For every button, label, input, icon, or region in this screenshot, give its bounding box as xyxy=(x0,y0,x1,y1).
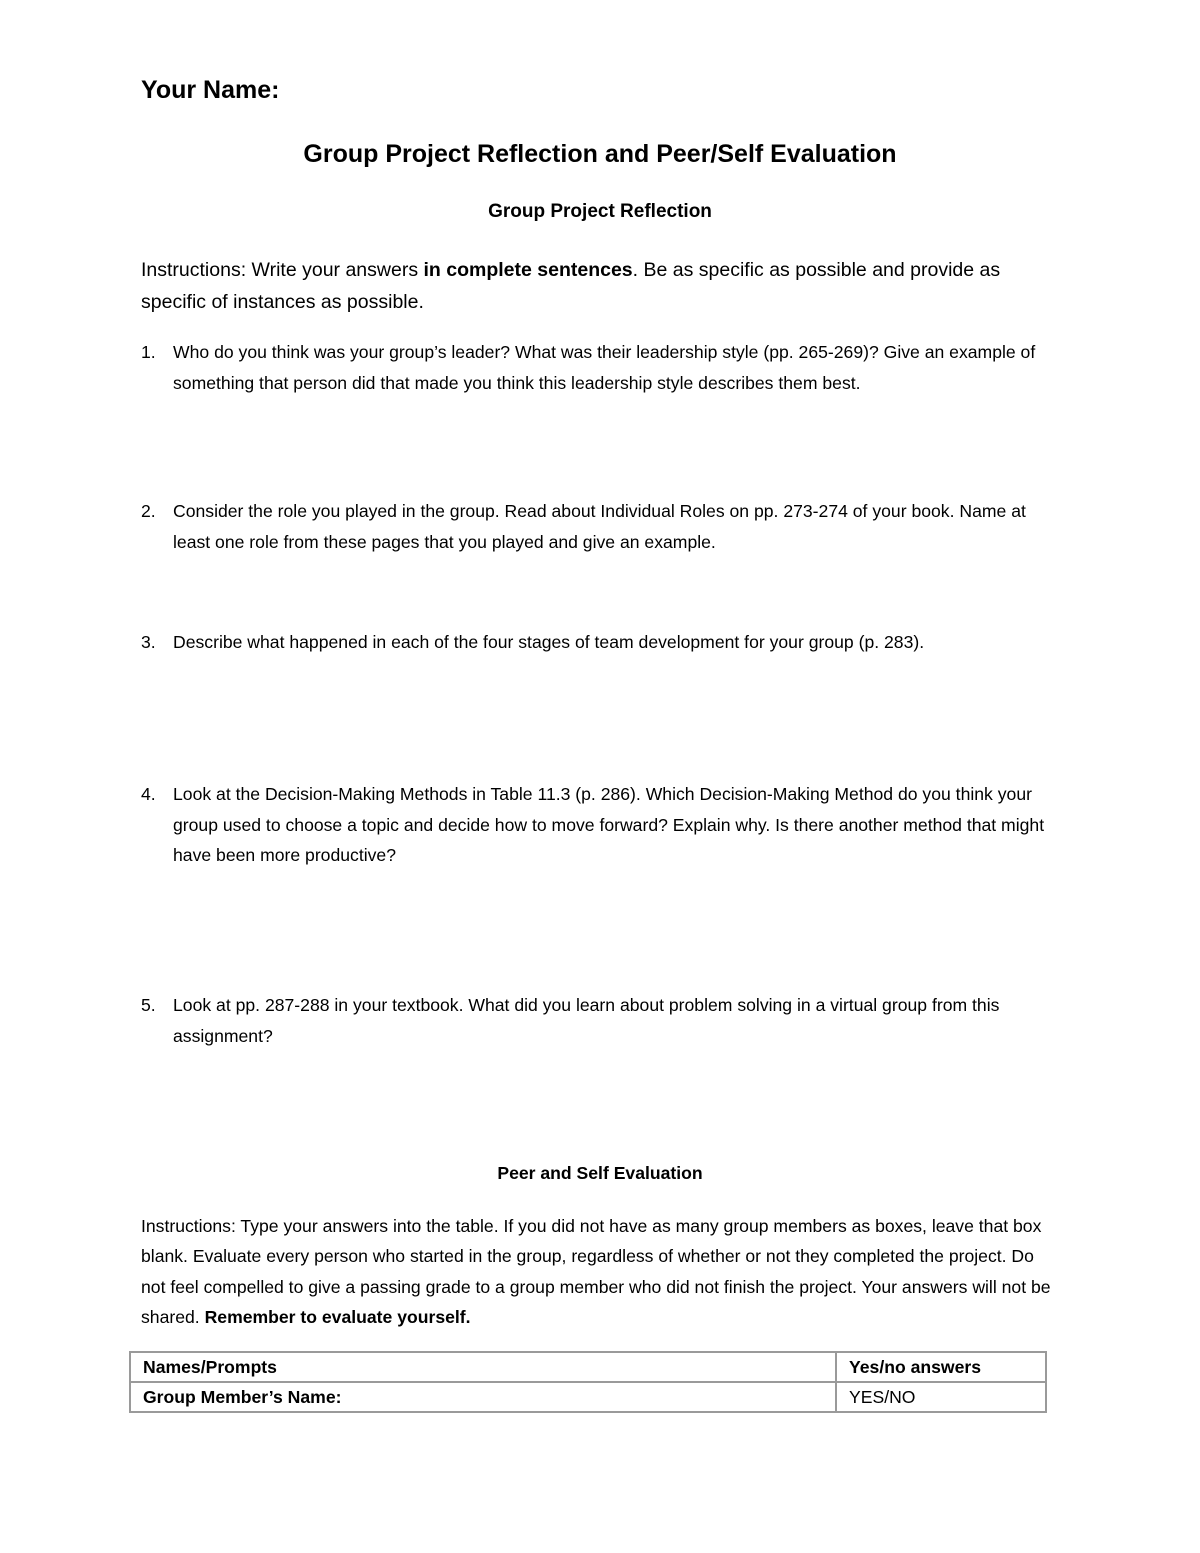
question-4 xyxy=(141,779,1053,871)
table-header-cell: Names/Prompts xyxy=(130,1352,836,1382)
question-3 xyxy=(141,627,1053,658)
question-text: Look at pp. 287-288 in your textbook. What did you learn about problem solving in a virtual group from this assignment? xyxy=(173,995,1000,1046)
question-number: 2. xyxy=(141,501,156,521)
question-2 xyxy=(141,496,1053,557)
question-text: Consider the role you played in the group. Read about Individual Roles on pp. 273-274 of your book. Name at least one role from these pages that you played and give an example. xyxy=(173,501,1026,552)
document-title: Group Project Reflection and Peer/Self Evaluation xyxy=(303,140,897,168)
question-number: 4. xyxy=(141,784,156,804)
question-text: Describe what happened in each of the four stages of team development for your group (p. 283). xyxy=(173,632,925,652)
question-number: 1. xyxy=(141,342,156,362)
question-5 xyxy=(141,990,1053,1051)
section-title-reflection: Group Project Reflection xyxy=(488,201,712,222)
peer-instructions-text: Instructions: Type your answers into the table. If you did not have as many group members as boxes, leave that box blank. Evaluate every person who started in the group, regardless of whether or not they completed the project. Do not feel compelled to give a passing grade to a group member who did not finish the project. Your answers will not be shared. xyxy=(141,1216,1051,1328)
question-text: Look at the Decision-Making Methods in Table 11.3 (p. 286). Which Decision-Making Method do you think your group used to choose a topic and decide how to move forward? Explain why. Is there another method that might have been more productive? xyxy=(173,784,1045,865)
reflection-instructions xyxy=(141,254,1061,318)
reflection-instructions-prefix: Instructions: Write your answers xyxy=(141,259,424,281)
question-number: 5. xyxy=(141,995,156,1015)
table-header-row xyxy=(130,1352,1046,1382)
your-name-label: Your Name: xyxy=(141,76,280,104)
peer-instructions xyxy=(141,1211,1051,1333)
answer-cell[interactable]: YES/NO xyxy=(836,1382,1046,1412)
member-name-cell[interactable]: Group Member’s Name: xyxy=(130,1382,836,1412)
table-header-cell: Yes/no answers xyxy=(836,1352,1046,1382)
section-title-peer-evaluation: Peer and Self Evaluation xyxy=(497,1163,703,1183)
question-text: Who do you think was your group’s leader? What was their leadership style (pp. 265-269)? Give an example of something that person did that made you think this leadership style describes them best. xyxy=(173,342,1036,393)
peer-instructions-emphasis: Remember to evaluate yourself. xyxy=(204,1307,471,1328)
evaluation-table xyxy=(129,1351,1047,1413)
question-number: 3. xyxy=(141,632,156,652)
table-row xyxy=(130,1382,1046,1412)
reflection-instructions-emphasis: in complete sentences xyxy=(423,259,633,281)
reflection-instructions-suffix: . Be as specific as possible and provide as specific of instances as possible. xyxy=(141,259,1001,313)
question-1 xyxy=(141,337,1053,398)
